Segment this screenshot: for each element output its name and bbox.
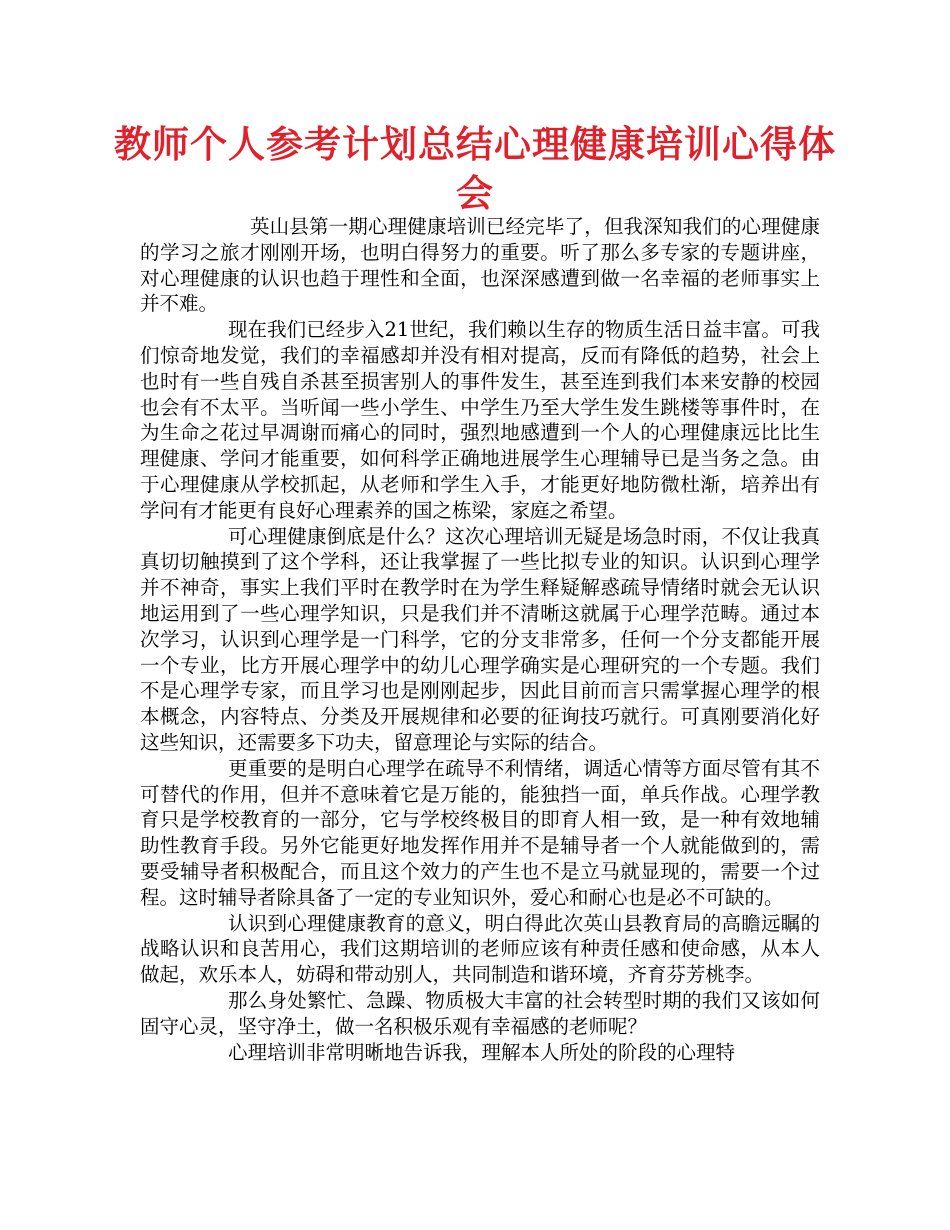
paragraph: 认识到心理健康教育的意义，明白得此次英山县教育局的高瞻远瞩的战略认识和良苦用心，我们这期培训的老师应该有种责任感和使命感，从本人做起，欢乐本人，妨碍和带动别人，共同制造和谐环境，齐育芬芳桃李。 (140, 911, 820, 987)
paragraph: 心理培训非常明晰地告诉我，理解本人所处的阶段的心理特 (228, 1040, 736, 1064)
document-title: 教师个人参考计划总结心理健康培训心得体会 (114, 123, 836, 215)
paragraph: 现在我们已经步入21世纪，我们赖以生存的物质生活日益丰富。可我们惊奇地发觉，我们的幸福感却并没有相对提高，反而有降低的趋势，社会上也时有一些自残自杀甚至损害别人的事件发生，甚至连到我们本来安静的校园也会有不太平。当听闻一些小学生、中学生乃至大学生发生跳楼等事件时，在为生命之花过早凋谢而痛心的同时，强烈地感遭到一个人的心理健康远比比生理健康、学问才能重要，如何科学正确地进展学生心理辅导已是当务之急。由于心理健康从学校抓起，从老师和学生入手，才能更好地防微杜渐，培养出有学问有才能更有良好心理素养的国之栋梁，家庭之希望。 (140, 318, 820, 522)
paragraph: 可心理健康倒底是什么？这次心理培训无疑是场急时雨，不仅让我真真切切触摸到了这个学科，还让我掌握了一些比拟专业的知识。认识到心理学并不神奇，事实上我们平时在教学时在为学生释疑解惑疏导情绪时就会无认识地运用到了一些心理学知识，只是我们并不清晰这就属于心理学范畴。通过本次学习，认识到心理学是一门科学，它的分支非常多，任何一个分支都能开展一个专业，比方开展心理学中的幼儿心理学确实是心理研究的一个专题。我们不是心理学专家，而且学习也是刚刚起步，因此目前而言只需掌握心理学的根本概念，内容特点、分类及开展规律和必要的征询技巧就行。可真刚要消化好这些知识，还需要多下功夫，留意理论与实际的结合。 (140, 524, 820, 754)
paragraph: 那么身处繁忙、急躁、物质极大丰富的社会转型时期的我们又该如何固守心灵，坚守净土，做一名积极乐观有幸福感的老师呢？ (140, 988, 820, 1038)
paragraph: 英山县第一期心理健康培训已经完毕了，但我深知我们的心理健康的学习之旅才刚刚开场，也明白得努力的重要。听了那么多专家的专题讲座，对心理健康的认识也趋于理性和全面，也深深感遭到做一名幸福的老师事实上并不难。 (140, 215, 820, 316)
document-body (140, 214, 820, 1065)
paragraph: 更重要的是明白心理学在疏导不利情绪，调适心情等方面尽管有其不可替代的作用，但并不意味着它是万能的，能独挡一面，单兵作战。心理学教育只是学校教育的一部分，它与学校终极目的即育人相一致，是一种有效地辅助性教育手段。另外它能更好地发挥作用并不是辅导者一个人就能做到的，需要受辅导者积极配合，而且这个效力的产生也不是立马就显现的，需要一个过程。这时辅导者除具备了一定的专业知识外，爱心和耐心也是必不可缺的。 (140, 756, 820, 909)
